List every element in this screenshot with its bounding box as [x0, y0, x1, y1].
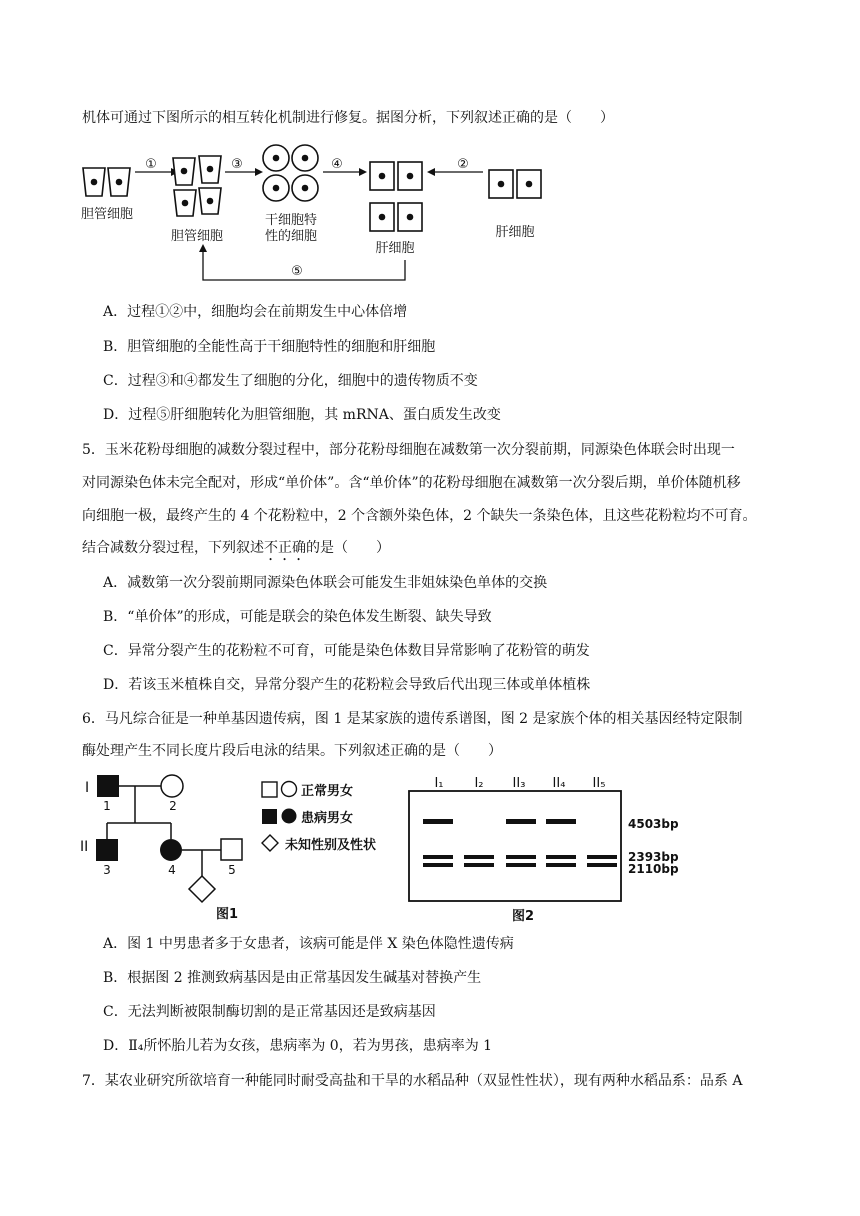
stem-like-cells — [263, 145, 318, 201]
band-I1-2110 — [423, 863, 453, 867]
bile-duct-cells-dividing — [173, 156, 221, 216]
lane-label-II3: II₃ — [512, 776, 526, 791]
lane-label-II4: II₄ — [552, 776, 566, 791]
band-I2-2393 — [464, 855, 494, 859]
individual-II5-normal-male — [221, 839, 242, 860]
fetus-unknown-diamond — [189, 876, 215, 902]
q5-option-b[interactable]: B．“单价体”的形成，可能是联会的染色体发生断裂、缺失导致 — [103, 609, 492, 625]
q5-option-a[interactable]: A．减数第一次分裂前期同源染色体联会可能发生非姐妹染色单体的交换 — [103, 575, 548, 591]
individual-II4-affected-female — [160, 839, 182, 861]
q4-option-b[interactable]: B．胆管细胞的全能性高于干细胞特性的细胞和肝细胞 — [103, 339, 436, 355]
hepatocytes-center — [370, 162, 422, 231]
label-stem-like-1: 干细胞特 — [264, 213, 318, 228]
individual-I1-affected-male — [97, 775, 119, 797]
individual-II3-affected-male — [96, 839, 118, 861]
step-3: ③ — [231, 157, 243, 172]
lane-label-II5: II₅ — [592, 776, 606, 791]
legend-normal-label: 正常男女 — [301, 784, 354, 799]
step-1: ① — [145, 157, 157, 172]
band-II5-2393 — [587, 855, 617, 859]
legend-normal-female-icon — [282, 782, 297, 797]
size-label-2393: 2393bp — [628, 850, 679, 864]
figure-1-caption: 图1 — [215, 907, 239, 922]
band-I1-2393 — [423, 855, 453, 859]
q5-stem-line-2: 对同源染色体未完全配对，形成“单价体”。含“单价体”的花粉母细胞在减数第一次分裂后期，单价体随机移 — [82, 475, 741, 491]
band-I1-4503 — [423, 819, 453, 824]
q5-stem-line-4 — [82, 538, 390, 564]
label-stem-like-2: 性的细胞 — [264, 229, 318, 244]
legend-unknown-icon — [262, 835, 278, 851]
step-4: ④ — [331, 157, 343, 172]
label-bile-duct-1: 胆管细胞 — [80, 207, 134, 222]
cell-conversion-diagram — [75, 140, 575, 290]
step-5: ⑤ — [291, 264, 303, 279]
individual-1-number: 1 — [103, 799, 111, 813]
band-II3-4503 — [506, 819, 536, 824]
q4-option-d[interactable]: D．过程⑤肝细胞转化为胆管细胞，其 mRNA、蛋白质发生改变 — [103, 407, 501, 423]
legend-normal-male-icon — [262, 782, 277, 797]
bile-duct-cells-left — [83, 168, 130, 196]
legend-affected-male-icon — [262, 809, 277, 824]
pedigree-figure-1 — [75, 768, 405, 928]
q6-option-a[interactable]: A．图 1 中男患者多于女患者，该病可能是伴 X 染色体隐性遗传病 — [103, 936, 514, 952]
band-II3-2110 — [506, 863, 536, 867]
step-2: ② — [457, 157, 469, 172]
label-hepatocyte-1: 肝细胞 — [375, 241, 415, 256]
figure-2-caption: 图2 — [511, 909, 535, 924]
hepatocytes-right — [489, 170, 541, 198]
electrophoresis-figure-2 — [405, 772, 695, 928]
label-hepatocyte-2: 肝细胞 — [495, 225, 535, 240]
individual-5-number: 5 — [228, 863, 236, 877]
band-II4-2393 — [546, 855, 576, 859]
q5-stem-post: 的是（ ） — [306, 540, 390, 556]
q6-stem-line-1: 6．马凡综合征是一种单基因遗传病，图 1 是某家族的遗传系谱图，图 2 是家族个体的相关基因经特定限制 — [82, 711, 743, 727]
size-label-2110: 2110bp — [628, 862, 679, 876]
q6-stem-line-2: 酶处理产生不同长度片段后电泳的结果。下列叙述正确的是（ ） — [82, 743, 502, 759]
q6-option-c[interactable]: C．无法判断被限制酶切割的是正常基因还是致病基因 — [103, 1004, 436, 1020]
q5-stem-line-1: 5．玉米花粉母细胞的减数分裂过程中，部分花粉母细胞在减数第一次分裂前期，同源染色体联会时出现一 — [82, 442, 735, 458]
size-label-4503: 4503bp — [628, 817, 679, 831]
gel-frame — [409, 791, 621, 901]
band-II5-2110 — [587, 863, 617, 867]
q5-option-c[interactable]: C．异常分裂产生的花粉粒不可育，可能是染色体数目异常影响了花粉管的萌发 — [103, 643, 590, 659]
q7-stem-line-1: 7．某农业研究所欲培育一种能同时耐受高盐和干旱的水稻品种（双显性性状），现有两种水稻品系：品系 A — [82, 1073, 743, 1089]
individual-2-number: 2 — [169, 799, 177, 813]
q4-option-a[interactable]: A．过程①②中，细胞均会在前期发生中心体倍增 — [103, 304, 408, 320]
q5-emphasis-not-correct: 不正确 — [264, 540, 306, 556]
q6-option-b[interactable]: B．根据图 2 推测致病基因是由正常基因发生碱基对替换产生 — [103, 970, 482, 986]
band-I2-2110 — [464, 863, 494, 867]
band-II3-2393 — [506, 855, 536, 859]
q4-stem: 机体可通过下图所示的相互转化机制进行修复。据图分析，下列叙述正确的是（ ） — [82, 110, 614, 126]
q4-option-c[interactable]: C．过程③和④都发生了细胞的分化，细胞中的遗传物质不变 — [103, 373, 478, 389]
legend-unknown-label: 未知性别及性状 — [285, 838, 377, 853]
q6-option-d[interactable]: D．Ⅱ₄所怀胎儿若为女孩，患病率为 0，若为男孩，患病率为 1 — [103, 1038, 493, 1054]
generation-1-label: I — [85, 780, 90, 796]
q5-option-d[interactable]: D．若该玉米植株自交，异常分裂产生的花粉粒会导致后代出现三体或单体植株 — [103, 677, 591, 693]
lane-label-I1: I₁ — [434, 776, 444, 791]
legend-affected-label: 患病男女 — [301, 811, 354, 826]
lane-label-I2: I₂ — [474, 776, 484, 791]
individual-I2-normal-female — [161, 775, 183, 797]
q5-stem-pre: 结合减数分裂过程，下列叙述 — [82, 540, 264, 556]
legend-affected-female-icon — [282, 809, 297, 824]
q5-stem-line-3: 向细胞一极，最终产生的 4 个花粉粒中，2 个含额外染色体，2 个缺失一条染色体，且这些花粉粒均不可育。 — [82, 508, 757, 524]
label-bile-duct-2: 胆管细胞 — [170, 229, 224, 244]
individual-3-number: 3 — [103, 863, 111, 877]
band-II4-4503 — [546, 819, 576, 824]
individual-4-number: 4 — [168, 863, 176, 877]
band-II4-2110 — [546, 863, 576, 867]
generation-2-label: II — [80, 839, 89, 855]
